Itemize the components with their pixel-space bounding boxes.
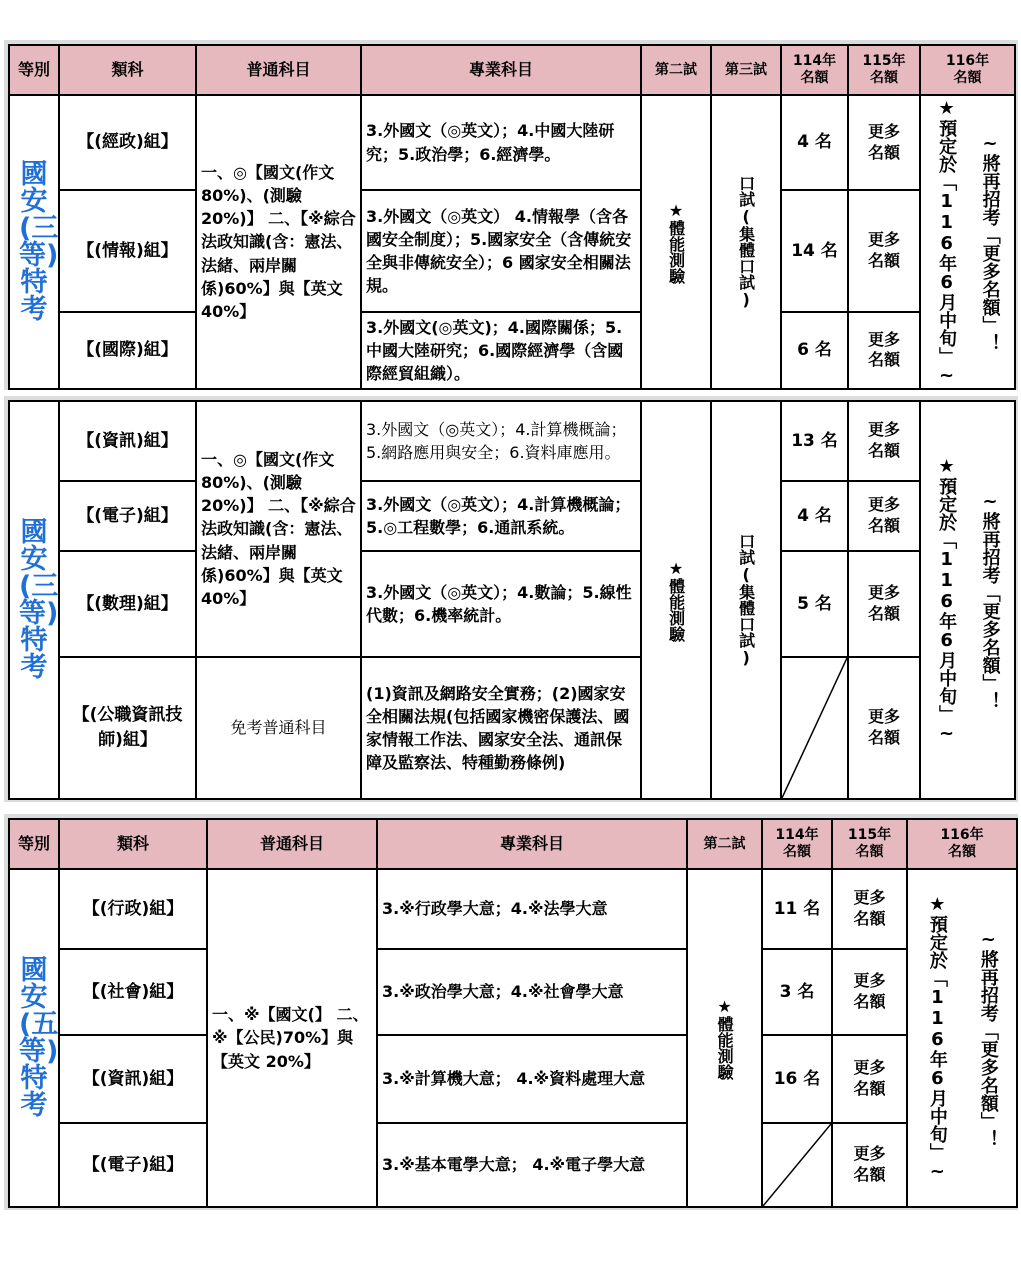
quota-115-cell: 更多名額 (848, 95, 920, 190)
section-3-panel (4, 814, 1018, 1210)
future-note: ~將再招考「更多名額」！ (979, 132, 1001, 352)
category-cell: 【(情報)組】 (59, 190, 196, 312)
header-q114-quota: 名額 (783, 844, 811, 860)
specialized-subjects-cell: 3.外國文（◎英文）；4.計算機概論；5.◎工程數學；6.通訊系統。 (361, 481, 641, 551)
header-q115-quota: 名額 (870, 70, 898, 86)
grade-cell: 國安(三等)特考 (9, 95, 59, 389)
header-specialized: 專業科目 (377, 819, 687, 869)
quota-114-empty-cell (762, 1123, 832, 1207)
quota-115-cell: 更多名額 (848, 481, 920, 551)
header-second-test: 第二試 (687, 819, 762, 869)
general-subjects-cell: 一、※【國文(】 二、※【公民)70%】與【英文 20%】 (207, 869, 377, 1207)
header-q116-year: 116年 (940, 827, 984, 844)
header-q115 (848, 45, 920, 95)
category-cell: 【(資訊)組】 (59, 401, 196, 481)
future-when-note: ★預定於「116年6月中旬」~ (926, 894, 948, 1182)
header-q115 (832, 819, 907, 869)
quota-115-cell: 更多名額 (832, 949, 907, 1035)
category-cell: 【(國際)組】 (59, 312, 196, 389)
future-when-note: ★預定於「116年6月中旬」~ (936, 456, 958, 744)
quota-114-cell: 4 名 (781, 95, 848, 190)
quota-116-cell (907, 869, 1017, 1207)
quota-115-cell: 更多名額 (848, 190, 920, 312)
category-cell: 【(數理)組】 (59, 551, 196, 657)
future-when-note: ★預定於「116年6月中旬」~ (936, 98, 958, 386)
category-cell: 【(經政)組】 (59, 95, 196, 190)
header-q116 (920, 45, 1015, 95)
specialized-subjects-cell: (1)資訊及網路安全實務；(2)國家安全相關法規(包括國家機密保護法、國家情報工作法、國家安全法、通訊保障及監察法、特種勤務條例) (361, 657, 641, 799)
header-general: 普通科目 (196, 45, 361, 95)
header-specialized: 專業科目 (361, 45, 641, 95)
second-test-cell: ★體能測驗 (687, 869, 762, 1207)
header-q116-year: 116年 (945, 53, 990, 70)
header-second-test: 第二試 (641, 45, 711, 95)
quota-115-cell: 更多名額 (848, 401, 920, 481)
header-grade: 等別 (9, 45, 59, 95)
quota-114-cell: 11 名 (762, 869, 832, 949)
quota-115-cell: 更多名額 (848, 312, 920, 389)
quota-115-cell: 更多名額 (848, 551, 920, 657)
quota-114-cell: 4 名 (781, 481, 848, 551)
third-test-cell: 口試(集體口試) (711, 401, 781, 799)
category-cell: 【(資訊)組】 (59, 1035, 207, 1123)
category-cell: 【(公職資訊技師)組】 (59, 657, 196, 799)
quota-115-cell: 更多名額 (848, 657, 920, 799)
header-q116-quota: 名額 (948, 844, 976, 860)
quota-116-cell (920, 95, 1015, 389)
section-1-panel (4, 40, 1018, 390)
specialized-subjects-cell: 3.外國文（◎英文）；4.計算機概論；5.網路應用與安全；6.資料庫應用。 (361, 401, 641, 481)
section-3-table (8, 818, 1018, 1208)
specialized-subjects-cell: 3.外國文（◎英文）；4.數論；5.線性代數；6.機率統計。 (361, 551, 641, 657)
category-cell: 【(電子)組】 (59, 481, 196, 551)
header-q114-year: 114年 (792, 53, 837, 70)
header-q114 (762, 819, 832, 869)
category-cell: 【(社會)組】 (59, 949, 207, 1035)
quota-114-cell: 13 名 (781, 401, 848, 481)
general-subjects-cell: 免考普通科目 (196, 657, 361, 799)
quota-116-cell (920, 401, 1015, 799)
diagonal-slash (782, 658, 847, 798)
header-third-test: 第三試 (711, 45, 781, 95)
general-subjects-cell: 一、◎【國文(作文 80%)、(測驗 20%)】 二、【※綜合法政知識(含：憲法、法緒、兩岸關係)60%】與【英文 40%】 (196, 401, 361, 657)
header-category: 類科 (59, 819, 207, 869)
category-cell: 【(電子)組】 (59, 1123, 207, 1207)
header-q115-year: 115年 (862, 53, 906, 70)
specialized-subjects-cell: 3.外國文（◎英文） 4.情報學（含各國安全制度）；5.國家安全（含傳統安全與非傳統安全）；6 國家安全相關法規。 (361, 190, 641, 312)
quota-115-cell: 更多名額 (832, 1123, 907, 1207)
section-2-table (8, 400, 1016, 800)
quota-115-cell: 更多名額 (832, 1035, 907, 1123)
category-cell: 【(行政)組】 (59, 869, 207, 949)
header-q114 (781, 45, 848, 95)
header-q115-quota: 名額 (855, 844, 884, 860)
header-q116-quota: 名額 (953, 70, 982, 86)
header-general: 普通科目 (207, 819, 377, 869)
quota-114-cell: 16 名 (762, 1035, 832, 1123)
specialized-subjects-cell: 3.※計算機大意； 4.※資料處理大意 (377, 1035, 687, 1123)
grade-cell: 國安(三等)特考 (9, 401, 59, 799)
grade-cell: 國安(五等)特考 (9, 869, 59, 1207)
general-subjects-cell: 一、◎【國文(作文 80%)、(測驗 20%)】 二、【※綜合法政知識(含：憲法、法緒、兩岸關係)60%】與【英文 40%】 (196, 95, 361, 389)
quota-114-cell: 5 名 (781, 551, 848, 657)
quota-114-cell: 3 名 (762, 949, 832, 1035)
future-note: ~將再招考「更多名額」！ (979, 490, 1001, 710)
specialized-subjects-cell: 3.外國文(◎英文)；4.國際關係；5.中國大陸研究；6.國際經濟學（含國際經貿組織）。 (361, 312, 641, 389)
specialized-subjects-cell: 3.※行政學大意；4.※法學大意 (377, 869, 687, 949)
section-1-table (8, 44, 1016, 390)
section-2-panel (4, 396, 1018, 802)
diagonal-slash (763, 1124, 831, 1206)
specialized-subjects-cell: 3.外國文（◎英文）；4.中國大陸研究；5.政治學；6.經濟學。 (361, 95, 641, 190)
header-q115-year: 115年 (847, 827, 892, 844)
specialized-subjects-cell: 3.※政治學大意；4.※社會學大意 (377, 949, 687, 1035)
quota-114-cell: 14 名 (781, 190, 848, 312)
header-q116 (907, 819, 1017, 869)
specialized-subjects-cell: 3.※基本電學大意； 4.※電子學大意 (377, 1123, 687, 1207)
header-category: 類科 (59, 45, 196, 95)
second-test-cell: ★體能測驗 (641, 401, 711, 799)
header-q114-quota: 名額 (800, 70, 829, 86)
future-note: ~將再招考「更多名額」！ (977, 928, 999, 1148)
quota-114-empty-cell (781, 657, 848, 799)
second-test-cell: ★體能測驗 (641, 95, 711, 389)
header-grade: 等別 (9, 819, 59, 869)
quota-114-cell: 6 名 (781, 312, 848, 389)
third-test-cell: 口試(集體口試) (711, 95, 781, 389)
quota-115-cell: 更多名額 (832, 869, 907, 949)
header-q114-year: 114年 (775, 827, 819, 844)
